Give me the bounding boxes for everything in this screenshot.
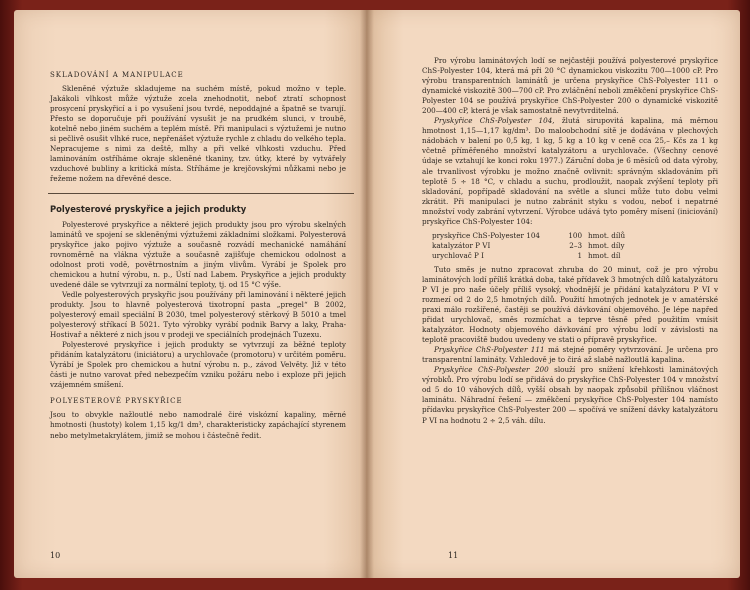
paragraph-104 <box>422 116 718 227</box>
right-page <box>366 10 740 578</box>
paragraph-polyester: Jsou to obvykle nažloutlé nebo namodralé čiré viskózní kapaliny, měrné hmotnosti (hustoty) kolem 1,15 kg/1 dm³, charakteristicky zapáchající styrenem nebo metylmetakrylátem, jimiž se mohou i částečně ředit. <box>50 410 346 440</box>
mix-component: urychlovač P I <box>432 250 485 260</box>
product-name-111: Pryskyřice ChS-Polyester 111 <box>434 345 545 355</box>
table-row <box>432 231 632 241</box>
left-page <box>14 10 366 578</box>
mix-amount: 1 <box>577 250 583 260</box>
page-number-left: 10 <box>50 551 61 560</box>
product-name-104: Pryskyřice ChS-Polyester 104, <box>434 116 555 126</box>
mix-component: katalyzátor P VI <box>432 240 491 250</box>
right-page-text <box>422 56 718 426</box>
mix-unit: hmot. dílů <box>588 230 626 240</box>
mix-component: pryskyřice ChS-Polyester 104 <box>432 230 540 240</box>
paragraph-storage: Skleněné výztuže skladujeme na suchém místě, pokud možno v teple. Jakákoli vlhkost může výztuže zcela znehodnotit, neboť ztratí schopnost prosycení pryskyřicí a i po vysušení jsou tvrdé, nepoddajné a špatně se tvarují. Přesto se doporučuje při používání vysušit je na prudkém slunci, v troubě, kotelně nebo jiném suchém a teplém místě. Při manipulaci s výztužemi je nutno si pečlivě osušit vlhké ruce, nepřenášet výztuže rychle z chladu do velkého tepla. Nepracujeme s nimi za deště, mlhy a při velké vlhkosti vzduchu. Před laminováním ostříháme okraje skleněné tkaniny, tzv. útky, které by vytvářely vzduchové bubliny a kritická místa. Stříháme je krejčovskými nůžkami nebo je řežeme nožem na dřevěné desce. <box>50 84 347 184</box>
section-title-polyester: POLYESTEROVÉ PRYSKYŘICE <box>50 397 183 406</box>
section-heading-resins: Polyesterové pryskyřice a jejich produkty <box>50 203 247 214</box>
paragraph-mixing: Tuto směs je nutno zpracovat zhruba do 20 minut, což je pro výrobu laminátových lodí příliš krátká doba, také přídavek 3 hmotných dílů katalyzátoru P VI je pro naše účely příliš vysoký, vhodnější je přidání katalyzátoru P VI v rozmezí od 2 do 2,5 hmotných dílů. Použití hmotných jednotek je v amatérské praxi málo rozšířené, častěji se používá dávkování objemového. Je lépe napřed přidat urychlovač, směs rozmíchat a teprve těsně před použitím vmísit katalyzátor. Hodnoty objemového dávkování pro výrobu lodí v závislosti na teplotě pracoviště budou uvedeny ve stati o přípravě pryskyřice. <box>422 264 718 345</box>
mix-ratio-table <box>432 231 632 261</box>
section-title-storage: SKLADOVÁNÍ A MANIPULACE <box>50 71 184 79</box>
mix-unit: hmot. díl <box>588 250 621 260</box>
mix-amount: 2–3 <box>569 240 583 250</box>
paragraph-resins-3: Polyesterové pryskyřice i jejich produkty se vytvrzují za běžné teploty přidáním katalyzátoru (iniciátoru) a urychlovače (promotoru) v určitém poměru. Vyrábí je Spolek pro chemickou a hutní výrobu n. p., závod Velvěty. Již v této části je nutno varovat před nebezpečím vzniku požáru nebo i exploze při jejich vzájemném smíšení. <box>50 340 346 390</box>
table-row <box>432 251 632 261</box>
paragraph-resins-2: Vedle polyesterových pryskyřic jsou používány při laminování i některé jejich produkty. Jsou to hlavně polyesterová tixotropní pasta „pregel“ B 2002, polyesterový email speciální B 2030, tmel polyesterový stěrkový B 5010 a tmel polyesterový stříkací B 5021. Tyto výrobky vyrábí podnik Barvy a laky, Praha-Hostivař a některé z nich jsou v prodeji ve speciálních prodejnách Tuzexu. <box>50 289 346 340</box>
product-name-200: Pryskyřice ChS-Polyester 200 <box>434 365 549 375</box>
paragraph-resins-1: Polyesterové pryskyřice a některé jejich produkty jsou pro výrobu skelných laminátů ve spojení se skleněnými výztužemi základními složkami. Polyesterová pryskyřice jako pojivo výztuže a současně rozvádí mechanické namáhání rovnoměrně na vlákna výztuže a současně zajišťuje chemickou odolnost a odolnost proti vodě, povětrnostním a jiným vlivům. Vyrábí je Spolek pro chemickou a hutní výrobu, n. p., Ústí nad Labem. Pryskyřice a jejich produkty uvedené dále se vytvrzují za normální teploty, tj. od 15 °C výše. <box>50 219 346 289</box>
paragraph-intro: Pro výrobu laminátových lodí se nejčastěji používá polyesterové pryskyřice ChS-Polyester 104, která má při 20 °C dynamickou viskozitu 700—1000 cP. Pro výrobu transparentních laminátů je určena pryskyřice ChS-Polyester 111 o dynamické viskozitě 300—700 cP. Pro zvláčnění neboli změkčení pryskyřice ChS-Polyester 104 se používá pryskyřice ChS-Polyester 200 o dynamické viskozitě 200—400 cP, která je však samostatně nevytvrditelná. <box>422 56 718 116</box>
paragraph-104-body: žlutá sirupovitá kapalina, má měrnou hmotnost 1,15—1,17 kg/dm³. Do maloobchodní sítě je dodávána v plechových nádobách v balení po 0,5 kg, 1 kg, 5 kg a 10 kg v ceně cca 25,– Kčs za 1 kg včetně příměřeného množství katalyzátoru a urychlovače. (Všechny cenové údaje se vztahují ke konci roku 1977.) Záruční doba je 6 měsíců od data výroby, ale trvanlivost výrobku je možno značně ovlivnit: správným skladováním při teplotě 5 ÷ 18 °C, v chladu a suchu, prodloužit, naopak zvýšení teploty při skladování, popřípadě skladování na světle a slunci může tuto dobu velmi zkrátit. Při manipulaci je nutno zabránit styku s vodou, neboť i nepatrné množství vody zabrání vytvrzení. Výrobce udává tyto poměry mísení (iniciování) pryskyřice ChS-Polyester 104: <box>422 116 718 226</box>
paragraph-200 <box>422 365 718 425</box>
book-gutter <box>360 10 374 578</box>
page-number-right: 11 <box>448 551 459 560</box>
paragraph-200-body: slouží pro snížení křehkosti laminátových výrobků. Pro výrobu lodí se přidává do pryskyřice ChS-Polyester 104 v množství od 5 do 10 váhových dílů, vyšší obsah by naopak způsobil přílišnou vláčnost laminátu. Náhradní řešení — změkčení pryskyřice ChS-Polyester 104 namísto přídavku pryskyřice ChS-Polyester 200 — spočívá ve snížení dávky katalyzátoru P VI na hodnotu 2 ÷ 2,5 váh. dílu. <box>422 365 718 425</box>
table-row <box>432 241 632 251</box>
mix-unit: hmot. díly <box>588 240 625 250</box>
left-page-text <box>50 70 346 441</box>
mix-amount: 100 <box>568 230 583 240</box>
section-divider <box>48 193 354 194</box>
paragraph-111 <box>422 345 718 365</box>
paragraph-111-body: má stejné poměry vytvrzování. Je určena pro transparentní lamináty. Vzhledově je to čirá až slabě nažloutlá kapalina. <box>422 345 719 365</box>
